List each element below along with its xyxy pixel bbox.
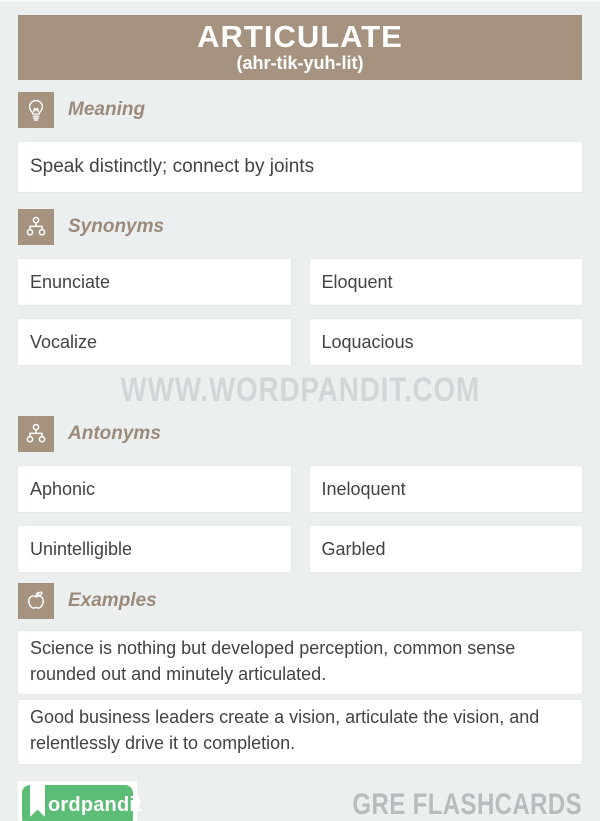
watermark-text: WWW.WORDPANDIT.COM [120,370,480,409]
antonyms-section-header [18,416,582,452]
synonym-item: Enunciate [18,259,291,305]
antonym-item: Aphonic [18,466,291,512]
sitemap-icon [18,209,54,245]
word-header [18,15,582,80]
word-pronunciation: (ahr-tik-yuh-lit) [236,53,364,74]
synonym-item: Loquacious [310,319,583,365]
wordpandit-logo[interactable] [18,781,143,821]
antonyms-grid [18,466,582,572]
watermark [18,370,582,410]
example-sentence: Science is nothing but developed perception, common sense rounded out and minutely articulated. [18,631,582,694]
examples-section-header [18,583,582,619]
example-sentence: Good business leaders create a vision, articulate the vision, and relentlessly drive it to completion. [18,700,582,763]
word-title: ARTICULATE [197,18,403,54]
synonyms-section-header [18,209,582,245]
meaning-text: Speak distinctly; connect by joints [18,142,582,192]
synonym-item: Eloquent [310,259,583,305]
examples-label: Examples [68,590,157,611]
antonyms-label: Antonyms [68,423,161,444]
synonyms-grid [18,259,582,365]
wordpandit-logo-pill [22,785,143,821]
antonym-item: Unintelligible [18,526,291,572]
lightbulb-icon [18,92,54,128]
antonym-item: Garbled [310,526,583,572]
sitemap-icon [18,416,54,452]
meaning-label: Meaning [68,99,146,120]
synonyms-label: Synonyms [68,216,165,237]
antonym-item: Ineloquent [310,466,583,512]
wordpandit-logo-text: ordpandit [48,793,143,816]
apple-icon [18,583,54,619]
synonym-item: Vocalize [18,319,291,365]
gre-flashcards-label: GRE FLASHCARDS [352,788,582,821]
bookmark-icon [29,785,46,818]
footer [18,781,582,821]
meaning-section-header [18,92,582,128]
